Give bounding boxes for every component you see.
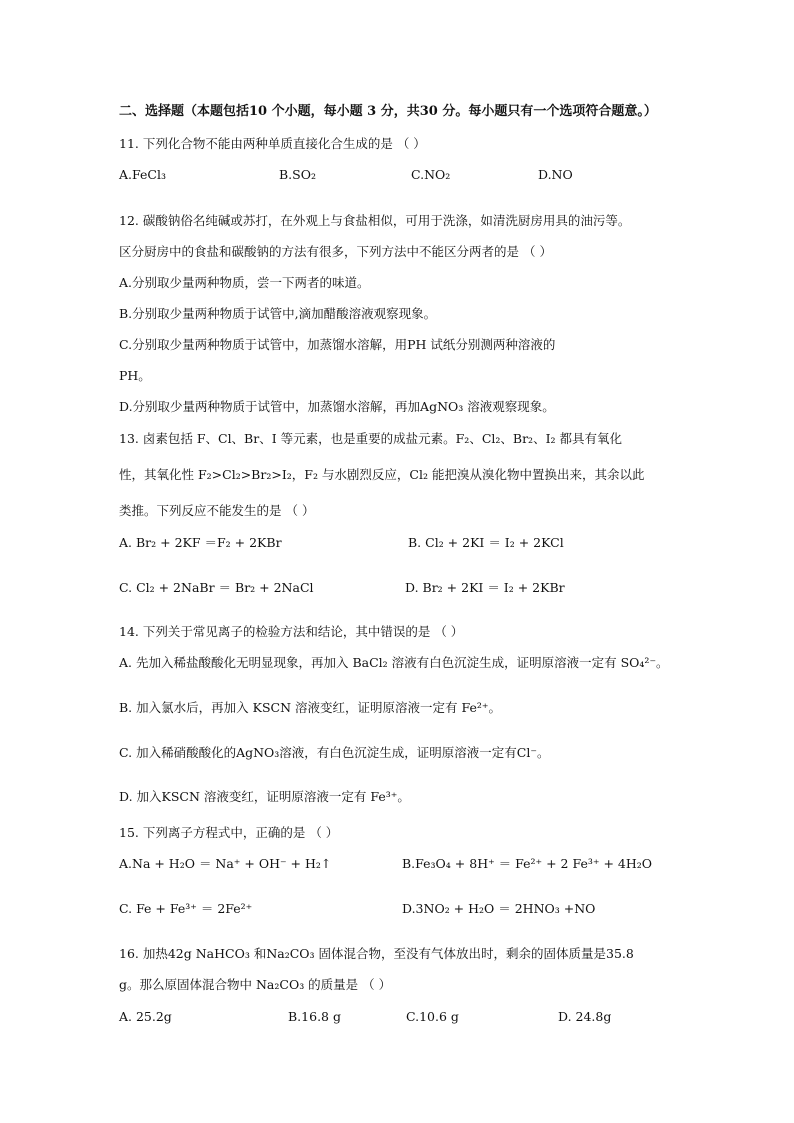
q14-option-a: A. 先加入稀盐酸酸化无明显现象，再加入 BaCl₂ 溶液有白色沉淀生成，证明原溶液一定有 SO₄²⁻。: [119, 655, 669, 670]
question-16-stem-line: 16. 加热42g NaHCO₃ 和Na₂CO₃ 固体混合物，至没有气体放出时，剩余的固体质量是35.8: [119, 946, 634, 961]
question-14-stem: 14. 下列关于常见离子的检验方法和结论，其中错误的是 （ ）: [119, 624, 464, 639]
q13-option-a: A. Br₂ + 2KF ＝F₂ + 2KBr: [119, 535, 282, 550]
q11-option-c: C.NO₂: [411, 167, 451, 182]
q15-option-b: B.Fe₃O₄ + 8H⁺ ＝ Fe²⁺ + 2 Fe³⁺ + 4H₂O: [402, 856, 653, 871]
q16-option-d: D. 24.8g: [558, 1009, 612, 1024]
q13-option-b: B. Cl₂ + 2KI ＝ I₂ + 2KCl: [408, 535, 564, 550]
question-12-stem-line: 区分厨房中的食盐和碳酸钠的方法有很多，下列方法中不能区分两者的是 （ ）: [119, 244, 552, 259]
q12-option-b: B.分别取少量两种物质于试管中,滴加醋酸溶液观察现象。: [119, 306, 437, 321]
q16-option-c: C.10.6 g: [406, 1009, 459, 1024]
q15-option-d: D.3NO₂ + H₂O ＝ 2HNO₃ +NO: [402, 901, 596, 916]
q11-option-d: D.NO: [538, 167, 573, 182]
q14-option-d: D. 加入KSCN 溶液变红，证明原溶液一定有 Fe³⁺。: [119, 789, 410, 804]
q15-option-c: C. Fe + Fe³⁺ ＝ 2Fe²⁺: [119, 901, 253, 916]
q12-option-c: C.分别取少量两种物质于试管中，加蒸馏水溶解，用PH 试纸分别测两种溶液的: [119, 337, 556, 352]
question-11-stem: 11. 下列化合物不能由两种单质直接化合生成的是 （ ）: [119, 136, 426, 151]
q11-option-a: A.FeCl₃: [119, 167, 166, 182]
q13-option-d: D. Br₂ + 2KI ＝ I₂ + 2KBr: [405, 580, 565, 595]
question-13-stem-line: 类推。下列反应不能发生的是 （ ）: [119, 503, 315, 518]
question-13-stem-line: 性，其氧化性 F₂>Cl₂>Br₂>I₂，F₂ 与水剧烈反应，Cl₂ 能把溴从溴化物中置换出来，其余以此: [119, 467, 645, 482]
question-16-stem-line: g。那么原固体混合物中 Na₂CO₃ 的质量是 （ ）: [119, 977, 392, 992]
question-15-stem: 15. 下列离子方程式中，正确的是 （ ）: [119, 825, 339, 840]
question-12-stem-line: 12. 碳酸钠俗名纯碱或苏打，在外观上与食盐相似，可用于洗涤，如清洗厨房用具的油污等。: [119, 213, 631, 228]
q12-option-a: A.分别取少量两种物质，尝一下两者的味道。: [119, 275, 370, 290]
q16-option-a: A. 25.2g: [119, 1009, 172, 1024]
section-title: 二、选择题（本题包括10 个小题，每小题 3 分，共30 分。每小题只有一个选项符合题意。）: [119, 104, 657, 119]
question-13-stem-line: 13. 卤素包括 F、Cl、Br、I 等元素，也是重要的成盐元素。F₂、Cl₂、Br₂、I₂ 都具有氧化: [119, 431, 622, 446]
q14-option-c: C. 加入稀硝酸酸化的AgNO₃溶液，有白色沉淀生成，证明原溶液一定有Cl⁻。: [119, 745, 550, 760]
q11-option-b: B.SO₂: [279, 167, 316, 182]
q12-option-c-continued: PH。: [119, 368, 151, 383]
q12-option-d: D.分别取少量两种物质于试管中，加蒸馏水溶解，再加AgNO₃ 溶液观察现象。: [119, 399, 555, 414]
q15-option-a: A.Na + H₂O ＝ Na⁺ + OH⁻ + H₂↑: [119, 856, 332, 871]
q14-option-b: B. 加入氯水后，再加入 KSCN 溶液变红，证明原溶液一定有 Fe²⁺。: [119, 700, 501, 715]
q13-option-c: C. Cl₂ + 2NaBr ＝ Br₂ + 2NaCl: [119, 580, 314, 595]
q16-option-b: B.16.8 g: [288, 1009, 341, 1024]
